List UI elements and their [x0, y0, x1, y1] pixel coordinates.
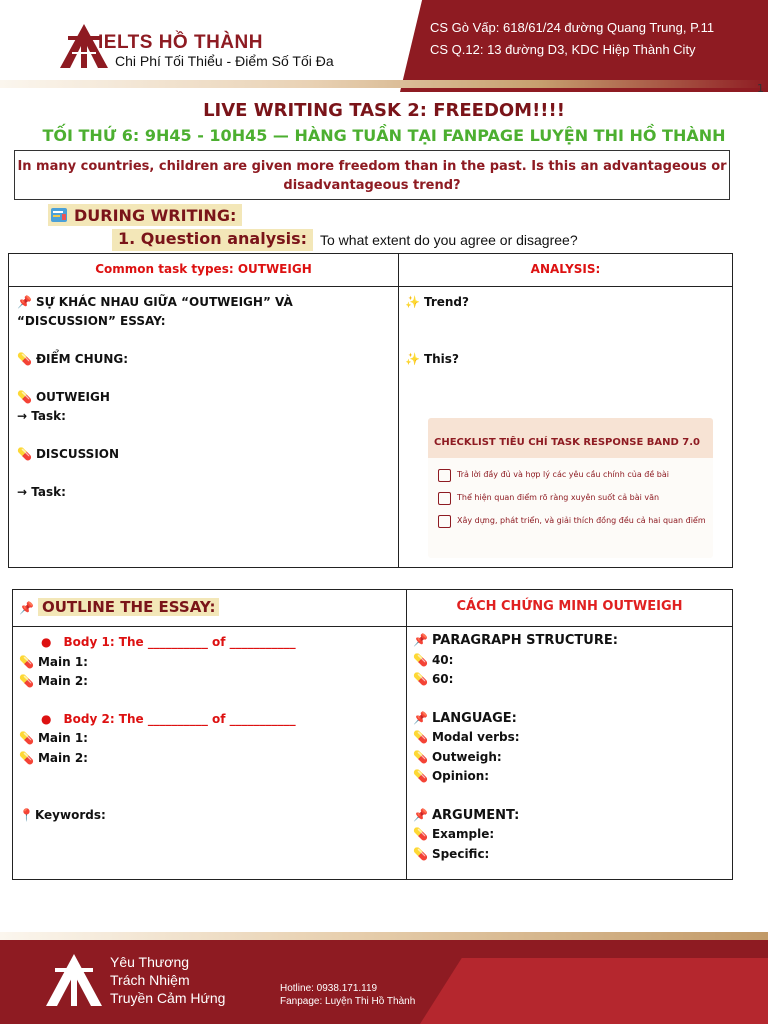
pushpin-icon: 📌 — [413, 807, 428, 822]
outline-left-body — [13, 627, 407, 880]
analysis-left-body — [9, 287, 399, 568]
pill-icon: 💊 — [413, 652, 428, 667]
bullet-icon: ● — [41, 635, 52, 649]
checklist-item-text: Xây dựng, phát triển, và giải thích đồng đều cả hai quan điểm — [457, 516, 706, 525]
example-label: Example: — [431, 827, 495, 841]
language-label: LANGUAGE: — [431, 710, 517, 726]
this-label: This? — [423, 352, 459, 366]
question-text: To what extent do you agree or disagree? — [320, 232, 578, 248]
brand-tagline: Chi Phí Tối Thiểu - Điểm Số Tối Đa — [115, 53, 334, 69]
page-title: LIVE WRITING TASK 2: FREEDOM!!!! — [203, 100, 565, 121]
pill-icon: 💊 — [413, 672, 428, 686]
pill-icon: 💊 — [413, 769, 428, 783]
outweigh-label: OUTWEIGH — [35, 390, 110, 404]
outweigh-task-label: → Task: — [17, 409, 66, 423]
task-types-header: Common task types: OUTWEIGH — [95, 262, 312, 276]
difference-line-2: “DISCUSSION” ESSAY: — [17, 314, 166, 328]
pushpin-icon: 📌 — [17, 295, 32, 309]
specific-label: Specific: — [431, 846, 490, 861]
checklist-card — [428, 418, 713, 558]
body-1-main-1: Main 1: — [37, 654, 88, 669]
checklist-item-text: Thể hiện quan điểm rõ ràng xuyên suốt cả bài văn — [457, 493, 660, 502]
address-line-1: CS Gò Vấp: 618/61/24 đường Quang Trung, P.11 — [430, 20, 715, 35]
outweigh-language-label: Outweigh: — [431, 749, 502, 764]
outline-heading: OUTLINE THE ESSAY: — [38, 598, 220, 616]
page-subtitle: TỐI THỨ 6: 9H45 - 10H45 — HÀNG TUẦN TẠI FANPAGE LUYỆN THI HỒ THÀNH — [42, 126, 726, 145]
paragraph-structure-label: PARAGRAPH STRUCTURE: — [431, 633, 618, 648]
notebook-icon — [50, 207, 68, 223]
discussion-task-label: → Task: — [17, 485, 66, 499]
pushpin-icon: 📌 — [413, 633, 428, 647]
opinion-label: Opinion: — [431, 769, 490, 783]
motto-line-1: Yêu Thương — [110, 954, 190, 970]
fanpage: Fanpage: Luyện Thi Hồ Thành — [280, 996, 416, 1007]
round-pushpin-icon: 📍 — [19, 808, 34, 822]
outline-left-header-cell — [13, 590, 407, 627]
essay-prompt: In many countries, children are given more freedom than in the past. Is this an advantageous or disadvantageous trend? — [14, 150, 730, 200]
pill-icon: 💊 — [413, 846, 428, 861]
sparkles-icon: ✨ — [405, 352, 420, 366]
pill-icon: 💊 — [17, 447, 32, 461]
outline-right-header-cell — [407, 590, 733, 627]
body-1-main-2: Main 2: — [37, 674, 88, 688]
pill-icon: 💊 — [17, 352, 32, 366]
checkbox[interactable] — [438, 469, 451, 482]
body-2-line: Body 2: The __________ of ___________ — [63, 711, 296, 726]
analysis-left-header-cell — [9, 254, 399, 287]
checklist-item — [438, 493, 707, 505]
body-2-main-1: Main 1: — [37, 731, 88, 745]
pill-icon: 💊 — [413, 730, 428, 744]
analysis-header: ANALYSIS: — [530, 262, 601, 276]
checklist-item — [438, 516, 707, 528]
body-1-line: Body 1: The __________ of ___________ — [63, 635, 296, 649]
during-writing-label: DURING WRITING: — [74, 205, 237, 225]
analysis-right-header-cell — [399, 254, 733, 287]
checkbox[interactable] — [438, 492, 451, 505]
motto-line-2: Trách Nhiệm — [110, 972, 190, 988]
prove-outweigh-header: CÁCH CHỨNG MINH OUTWEIGH — [456, 599, 683, 614]
checklist-item — [438, 470, 707, 482]
pill-icon: 💊 — [17, 390, 32, 404]
pushpin-icon: 📌 — [19, 601, 34, 615]
hotline: Hotline: 0938.171.119 — [280, 983, 378, 994]
checklist-title: CHECKLIST TIÊU CHÍ TASK RESPONSE BAND 7.0 — [428, 418, 713, 458]
body-2-main-2: Main 2: — [37, 750, 88, 765]
address-line-2: CS Q.12: 13 đường D3, KDC Hiệp Thành City — [430, 42, 696, 57]
sparkles-icon: ✨ — [405, 295, 420, 309]
pill-icon: 💊 — [19, 654, 34, 669]
checklist-item-text: Trả lời đầy đủ và hợp lý các yêu cầu chính của đề bài — [457, 470, 670, 479]
footer-gold-stripe — [0, 932, 768, 940]
header-gold-stripe — [0, 80, 768, 88]
modal-verbs-label: Modal verbs: — [431, 730, 520, 744]
question-analysis-heading: 1. Question analysis: — [112, 229, 313, 251]
brand-name: IELTS HỒ THÀNH — [98, 32, 263, 53]
p40-label: 40: — [431, 652, 454, 667]
during-writing-heading — [48, 204, 242, 226]
common-label: ĐIỂM CHUNG: — [35, 352, 129, 366]
keywords-label: Keywords: — [34, 808, 106, 822]
trend-label: Trend? — [423, 295, 469, 309]
motto-line-3: Truyền Cảm Hứng — [110, 990, 226, 1006]
pill-icon: 💊 — [413, 827, 428, 841]
checkbox[interactable] — [438, 515, 451, 528]
difference-line-1: SỰ KHÁC NHAU GIỮA “OUTWEIGH” VÀ — [35, 295, 293, 309]
pill-icon: 💊 — [19, 731, 34, 745]
outline-right-body — [407, 627, 733, 880]
page-number: 1 — [757, 82, 764, 95]
footer-logo-icon — [44, 952, 104, 1008]
pill-icon: 💊 — [413, 749, 428, 764]
pill-icon: 💊 — [19, 674, 34, 688]
footer-corner-panel — [420, 958, 768, 1024]
p60-label: 60: — [431, 672, 454, 686]
outline-table — [12, 589, 733, 880]
pushpin-icon: 📌 — [413, 710, 428, 725]
discussion-label: DISCUSSION — [35, 447, 120, 461]
pill-icon: 💊 — [19, 750, 34, 765]
bullet-icon: ● — [41, 711, 52, 726]
argument-label: ARGUMENT: — [431, 807, 520, 823]
